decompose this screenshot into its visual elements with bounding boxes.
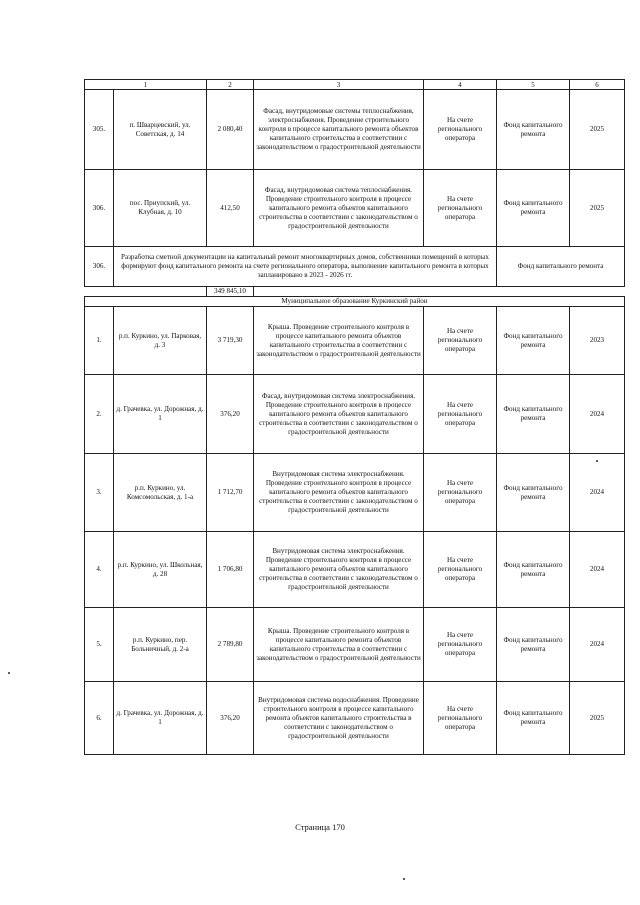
scan-speck [8,672,10,674]
row-number: 6. [85,682,114,755]
row-fund: Фонд капитального ремонта [497,170,570,247]
row-work-description: Фасад, внутридомовая система теплоснабжения. Проведение строительного контроля в процессе капитального ремонта объектов капитального строительства в соответствии с законодательством о градостроительной деятельности [254,170,424,247]
row-number: 1. [85,307,114,375]
row-cost: 1 712,70 [207,454,254,532]
header-col-4: 4 [424,80,497,90]
row-cost: 2 789,80 [207,608,254,682]
row-year: 2025 [570,682,625,755]
row-cost: 1 706,80 [207,532,254,608]
row-number: 305. [85,90,114,170]
row-fund: Фонд капитального ремонта [497,90,570,170]
row-year: 2025 [570,170,625,247]
row-address: р.п. Куркино, ул. Комсомольская, д. 1-а [114,454,207,532]
row-fund: Фонд капитального ремонта [497,682,570,755]
scan-speck [403,878,405,880]
row-year: 2023 [570,307,625,375]
table-row [85,454,625,532]
row-account: На счете регионального оператора [424,170,497,247]
table-row [85,682,625,755]
row-number: 306. [85,247,114,287]
total-row [85,287,625,297]
row-account: На счете регионального оператора [424,90,497,170]
row-year: 2024 [570,375,625,454]
table-row [85,307,625,375]
table-row [85,608,625,682]
header-col-2: 2 [207,80,254,90]
row-cost: 376,20 [207,682,254,755]
page-number: Страница 170 [295,822,345,832]
row-account: На счете регионального оператора [424,532,497,608]
row-account: На счете регионального оператора [424,307,497,375]
estimate-description: Разработка сметной документации на капитальный ремонт многоквартирных домов, собственники помещений в которых формируют фонд капитального ремонта на счете регионального оператора, выполнение капитального ремонта в которых запланировано в 2023 - 2026 гг. [114,247,497,287]
row-work-description: Внутридомовая система электроснабжения. Проведение строительного контроля в процессе капитального ремонта объектов капитального строительства в соответствии с законодательством о градостроительной деятельности [254,454,424,532]
row-address: р.п. Куркино, пер. Больничный, д. 2-а [114,608,207,682]
header-col-5: 5 [497,80,570,90]
row-number: 3. [85,454,114,532]
header-col-3: 3 [254,80,424,90]
row-number: 4. [85,532,114,608]
row-year: 2024 [570,608,625,682]
row-fund: Фонд капитального ремонта [497,307,570,375]
row-work-description: Внутридомовая система электроснабжения. Проведение строительного контроля в процессе капитального ремонта объектов капитального строительства в соответствии с законодательством о градостроительной деятельности [254,532,424,608]
row-account: На счете регионального оператора [424,375,497,454]
district-title: Муниципальное образование Куркинский район [85,297,625,307]
estimate-fund: Фонд капитального ремонта [497,247,625,287]
row-cost: 3 719,30 [207,307,254,375]
row-account: На счете регионального оператора [424,454,497,532]
table-row [85,375,625,454]
row-address: д. Грачевка, ул. Дорожная, д. 1 [114,375,207,454]
row-year: 2024 [570,454,625,532]
row-fund: Фонд капитального ремонта [497,454,570,532]
row-account: На счете регионального оператора [424,682,497,755]
table-row [85,170,625,247]
row-address: пос. Приупский, ул. Клубная, д. 10 [114,170,207,247]
row-work-description: Фасад, внутридомовая система электроснабжения. Проведение строительного контроля в процессе капитального ремонта объектов капитального строительства в соответствии с законодательством о градостроительной деятельности [254,375,424,454]
row-work-description: Фасад, внутридомовые системы теплоснабжения, электроснабжения. Проведение строительного контроля в процессе капитального ремонта объектов капитального строительства в соответствии с законодательством о градостроительной деятельности [254,90,424,170]
row-address: р.п. Куркино, ул. Школьная, д. 28 [114,532,207,608]
row-number: 2. [85,375,114,454]
capital-repair-table [84,79,625,755]
table-row [85,532,625,608]
row-work-description: Крыша. Проведение строительного контроля в процессе капитального ремонта объектов капитального строительства в соответствии с законодательством о градостроительной деятельности [254,307,424,375]
scan-speck [596,460,598,462]
row-fund: Фонд капитального ремонта [497,375,570,454]
row-cost: 2 080,40 [207,90,254,170]
row-account: На счете регионального оператора [424,608,497,682]
row-number: 5. [85,608,114,682]
row-year: 2025 [570,90,625,170]
column-number-header [85,80,625,90]
row-address: п. Шварцевский, ул. Советская, д. 14 [114,90,207,170]
row-fund: Фонд капитального ремонта [497,608,570,682]
row-address: р.п. Куркино, ул. Парковая, д. 3 [114,307,207,375]
row-number: 306. [85,170,114,247]
total-cost: 349 845,10 [207,287,254,297]
row-work-description: Внутридомовая система водоснабжения. Проведение строительного контроля в процессе капитального ремонта объектов капитального строительства в соответствии с законодательством о градостроительной деятельности [254,682,424,755]
header-col-1: 1 [85,80,207,90]
row-year: 2024 [570,532,625,608]
district-row [85,297,625,307]
row-work-description: Крыша. Проведение строительного контроля в процессе капитального ремонта объектов капитального строительства в соответствии с законодательством о градостроительной деятельности [254,608,424,682]
table-row [85,90,625,170]
row-fund: Фонд капитального ремонта [497,532,570,608]
estimate-row [85,247,625,287]
row-address: д. Грачевка, ул. Дорожная, д. 1 [114,682,207,755]
header-col-6: 6 [570,80,625,90]
row-cost: 412,50 [207,170,254,247]
row-cost: 376,20 [207,375,254,454]
